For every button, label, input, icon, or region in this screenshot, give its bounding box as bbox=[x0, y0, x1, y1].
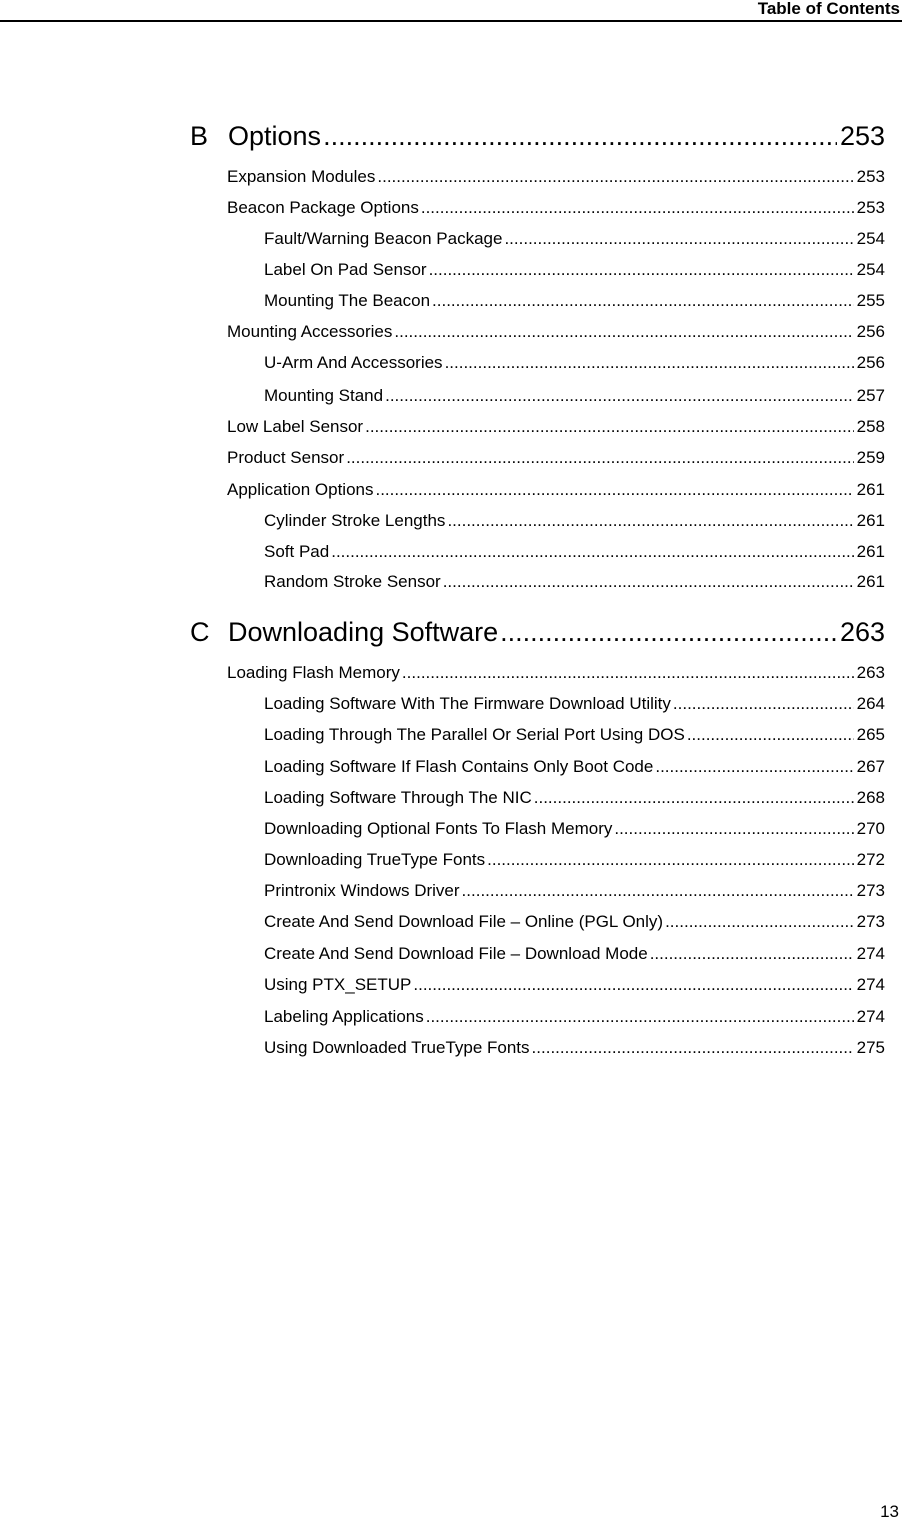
toc-entry[interactable] bbox=[264, 725, 885, 745]
toc-entry[interactable] bbox=[227, 322, 885, 342]
toc-entry[interactable] bbox=[227, 198, 885, 218]
toc-entry-title: Using Downloaded TrueType Fonts bbox=[264, 1038, 530, 1057]
toc-leader-dots bbox=[445, 353, 854, 373]
running-header-title: Table of Contents bbox=[757, 0, 900, 18]
toc-page-number: 274 bbox=[856, 1007, 885, 1026]
toc-chapter-b[interactable] bbox=[190, 120, 885, 152]
toc-entry-title: Product Sensor bbox=[227, 448, 345, 467]
toc-leader-dots bbox=[402, 663, 854, 683]
toc-leader-dots bbox=[331, 542, 853, 562]
toc-page-number: 253 bbox=[856, 198, 885, 217]
toc-page-number: 274 bbox=[856, 975, 885, 994]
toc-entry-title: U-Arm And Accessories bbox=[264, 353, 443, 372]
toc-page-number: 273 bbox=[856, 881, 885, 900]
toc-leader-dots bbox=[346, 448, 853, 468]
toc-entry-title: Label On Pad Sensor bbox=[264, 260, 427, 279]
toc-entry-title: Mounting The Beacon bbox=[264, 291, 431, 310]
toc-page-number: 275 bbox=[856, 1038, 885, 1057]
toc-entry-title: Downloading TrueType Fonts bbox=[264, 850, 486, 869]
toc-entry[interactable] bbox=[264, 353, 885, 373]
toc-leader-dots bbox=[323, 120, 837, 152]
toc-entry-title: Loading Flash Memory bbox=[227, 663, 400, 682]
running-header bbox=[0, 0, 902, 22]
toc-leader-dots bbox=[377, 167, 853, 187]
toc-entry[interactable] bbox=[227, 167, 885, 187]
toc-entry[interactable] bbox=[264, 1007, 885, 1027]
toc-leader-dots bbox=[532, 1038, 854, 1058]
toc-entry[interactable] bbox=[264, 819, 885, 839]
toc-entry-title: Printronix Windows Driver bbox=[264, 881, 460, 900]
toc-page-number: 261 bbox=[856, 511, 885, 530]
toc-entry[interactable] bbox=[227, 663, 885, 683]
toc-leader-dots bbox=[429, 260, 854, 280]
toc-leader-dots bbox=[426, 1007, 854, 1027]
toc-chapter-title: B Options bbox=[190, 121, 322, 151]
toc-entry-title: Mounting Stand bbox=[264, 386, 384, 405]
toc-leader-dots bbox=[365, 417, 854, 437]
toc-page-number: 273 bbox=[856, 912, 885, 931]
toc-leader-dots bbox=[673, 694, 854, 714]
toc-page-number: 258 bbox=[856, 417, 885, 436]
toc-page-number: 274 bbox=[856, 944, 885, 963]
toc-entry-title: Create And Send Download File – Online (PGL Only) bbox=[264, 912, 664, 931]
toc-entry-title: Soft Pad bbox=[264, 542, 330, 561]
toc-entry-title: Random Stroke Sensor bbox=[264, 572, 441, 591]
toc-chapter-c[interactable] bbox=[190, 616, 885, 648]
toc-leader-dots bbox=[375, 480, 853, 500]
toc-entry[interactable] bbox=[264, 386, 885, 406]
toc-page-number: 254 bbox=[856, 229, 885, 248]
toc-page-number: 272 bbox=[856, 850, 885, 869]
toc-leader-dots bbox=[687, 725, 854, 745]
toc-page-number: 256 bbox=[856, 322, 885, 341]
toc-leader-dots bbox=[385, 386, 854, 406]
toc-entry-title: Create And Send Download File – Download Mode bbox=[264, 944, 648, 963]
toc-leader-dots bbox=[504, 229, 853, 249]
toc-entry-title: Mounting Accessories bbox=[227, 322, 393, 341]
toc-page-number: 265 bbox=[856, 725, 885, 744]
toc-leader-dots bbox=[432, 291, 854, 311]
toc-leader-dots bbox=[665, 912, 854, 932]
toc-entry[interactable] bbox=[227, 480, 885, 500]
toc-entry[interactable] bbox=[264, 511, 885, 531]
toc-entry[interactable] bbox=[264, 788, 885, 808]
toc-page-number: 261 bbox=[856, 480, 885, 499]
toc-entry-title: Cylinder Stroke Lengths bbox=[264, 511, 446, 530]
toc-page-number: 255 bbox=[856, 291, 885, 310]
toc-leader-dots bbox=[447, 511, 853, 531]
toc-entry[interactable] bbox=[264, 229, 885, 249]
toc-entry-title: Beacon Package Options bbox=[227, 198, 419, 217]
toc-page-number: 263 bbox=[839, 617, 885, 647]
toc-entry[interactable] bbox=[264, 975, 885, 995]
toc-entry[interactable] bbox=[264, 291, 885, 311]
toc-entry[interactable] bbox=[264, 757, 885, 777]
toc-page-number: 259 bbox=[856, 448, 885, 467]
toc-page-number: 257 bbox=[856, 386, 885, 405]
toc-leader-dots bbox=[614, 819, 853, 839]
toc-entry[interactable] bbox=[264, 572, 885, 592]
toc-entry[interactable] bbox=[264, 260, 885, 280]
toc-page-number: 261 bbox=[856, 542, 885, 561]
toc-entry[interactable] bbox=[264, 850, 885, 870]
toc-entry[interactable] bbox=[227, 417, 885, 437]
toc-entry[interactable] bbox=[227, 448, 885, 468]
toc-page-number: 254 bbox=[856, 260, 885, 279]
toc-leader-dots bbox=[650, 944, 854, 964]
toc-entry-title: Fault/Warning Beacon Package bbox=[264, 229, 503, 248]
toc-chapter-title: C Downloading Software bbox=[190, 617, 499, 647]
toc-leader-dots bbox=[655, 757, 853, 777]
toc-entry-title: Labeling Applications bbox=[264, 1007, 424, 1026]
toc-chapter-letter: C bbox=[190, 617, 210, 647]
toc-entry-title: Loading Through The Parallel Or Serial Port Using DOS bbox=[264, 725, 685, 744]
toc-entry[interactable] bbox=[264, 1038, 885, 1058]
toc-leader-dots bbox=[443, 572, 854, 592]
toc-leader-dots bbox=[462, 881, 854, 901]
toc-entry-title: Loading Software Through The NIC bbox=[264, 788, 532, 807]
toc-leader-dots bbox=[421, 198, 854, 218]
toc-chapter-letter: B bbox=[190, 121, 209, 151]
toc-leader-dots bbox=[500, 616, 837, 648]
toc-leader-dots bbox=[394, 322, 853, 342]
page-number: 13 bbox=[880, 1502, 899, 1521]
toc-entry[interactable] bbox=[264, 912, 885, 932]
toc-entry-title: Application Options bbox=[227, 480, 374, 499]
toc-page-number: 253 bbox=[839, 121, 885, 151]
toc-page-number: 261 bbox=[856, 572, 885, 591]
toc-page-number: 263 bbox=[856, 663, 885, 682]
toc-entry[interactable] bbox=[264, 694, 885, 714]
toc-leader-dots bbox=[413, 975, 853, 995]
toc-entry-title: Low Label Sensor bbox=[227, 417, 364, 436]
toc-page-number: 268 bbox=[856, 788, 885, 807]
toc-entry-title: Loading Software With The Firmware Download Utility bbox=[264, 694, 671, 713]
toc-page-number: 264 bbox=[856, 694, 885, 713]
toc-page-number: 256 bbox=[856, 353, 885, 372]
toc-leader-dots bbox=[534, 788, 854, 808]
toc-entry-title: Loading Software If Flash Contains Only Boot Code bbox=[264, 757, 654, 776]
toc-page-number: 270 bbox=[856, 819, 885, 838]
toc-entry[interactable] bbox=[264, 881, 885, 901]
toc-page-number: 253 bbox=[856, 167, 885, 186]
toc-entry-title: Expansion Modules bbox=[227, 167, 376, 186]
toc-leader-dots bbox=[487, 850, 854, 870]
toc-entry-title: Downloading Optional Fonts To Flash Memory bbox=[264, 819, 613, 838]
toc-page-number: 267 bbox=[856, 757, 885, 776]
toc-entry[interactable] bbox=[264, 542, 885, 562]
toc-entry[interactable] bbox=[264, 944, 885, 964]
toc-entry-title: Using PTX_SETUP bbox=[264, 975, 412, 994]
